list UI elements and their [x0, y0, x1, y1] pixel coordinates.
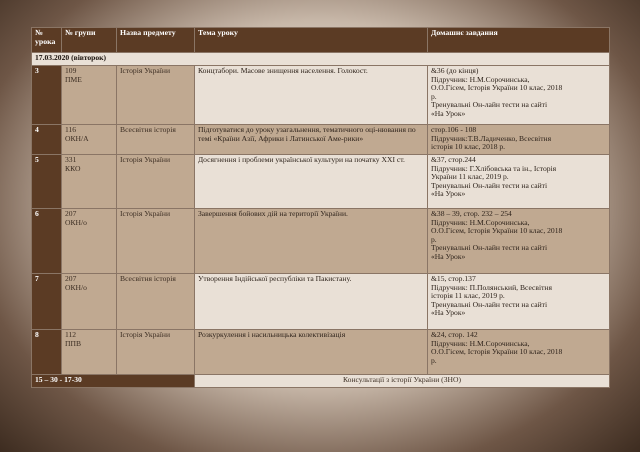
homework-line: &37, стор.244 [431, 155, 476, 164]
lesson-topic: Підготуватися до уроку узагальнення, тематичного оці-нювання по темі «Країни Азії, Африки і Латинської Аме-рики» [195, 125, 428, 155]
lesson-number: 6 [32, 209, 62, 274]
homework-line: &38 – 39, стор. 232 – 254 [431, 209, 512, 218]
homework-line: &15, стор.137 [431, 274, 476, 283]
group-number [62, 330, 117, 375]
homework-line: О.О.Гісем, Історія України 10 клас, 2018 [431, 347, 563, 357]
lesson-row [32, 274, 610, 330]
homework [428, 66, 610, 125]
group-number [62, 125, 117, 155]
group-line: ОКН/о [65, 282, 87, 292]
homework-line: Підручник: Н.М.Сорочинська, [431, 74, 530, 84]
header-group-number: № групи [62, 28, 117, 53]
homework-line: «На Урок» [431, 189, 466, 199]
group-line: ККО [65, 163, 81, 173]
homework-line: Підручник: Г.Хлібовська та ін., Історія [431, 163, 557, 173]
group-line: 109 [65, 66, 77, 75]
header-row [32, 28, 610, 53]
group-line: ОКН/о [65, 217, 87, 227]
homework-line: Підручник:Т.В.Ладиченко, Всесвітня [431, 133, 552, 143]
homework-line: Тренувальні Он-лайн тести на сайті [431, 299, 548, 309]
lesson-row [32, 155, 610, 209]
homework-line: р. [431, 355, 437, 365]
homework [428, 155, 610, 209]
group-number [62, 155, 117, 209]
subject-name: Всесвітня історія [117, 274, 195, 330]
homework-line: р. [431, 234, 437, 244]
homework-line: О.О.Гісем, Історія України 10 клас, 2018 [431, 226, 563, 236]
homework-line: Тренувальні Он-лайн тести на сайті [431, 100, 548, 110]
schedule-table [31, 27, 610, 388]
homework-line: Підручник: П.Полянський, Всесвітня [431, 282, 552, 292]
homework [428, 125, 610, 155]
schedule-sheet [31, 27, 609, 388]
header-subject: Назва предмету [117, 28, 195, 53]
lesson-number: 3 [32, 66, 62, 125]
group-number [62, 274, 117, 330]
lesson-topic: Досягнення і проблеми української культури на початку XXI ст. [195, 155, 428, 209]
homework-line: Підручник: Н.М.Сорочинська, [431, 338, 530, 348]
homework-line: «На Урок» [431, 308, 466, 318]
lesson-number: 7 [32, 274, 62, 330]
homework-line: Підручник: Н.М.Сорочинська, [431, 217, 530, 227]
homework-line: «На Урок» [431, 108, 466, 118]
footer-row [32, 375, 610, 388]
group-line: ППВ [65, 338, 82, 348]
group-line: 207 [65, 274, 77, 283]
group-line: ОКН/А [65, 133, 89, 143]
date-row [32, 53, 610, 66]
homework-line: &36 (до кінця) [431, 66, 479, 75]
group-line: 112 [65, 330, 77, 339]
subject-name: Всесвітня історія [117, 125, 195, 155]
lesson-row [32, 66, 610, 125]
subject-name: Історія України [117, 330, 195, 375]
homework-line: стор.106 - 108 [431, 125, 477, 134]
lesson-number: 8 [32, 330, 62, 375]
group-number [62, 209, 117, 274]
homework-line: історія 10 клас, 2018 р. [431, 142, 506, 152]
homework [428, 274, 610, 330]
lesson-number: 4 [32, 125, 62, 155]
group-line: 116 [65, 125, 77, 134]
subject-name: Історія України [117, 66, 195, 125]
homework-line: історія 11 клас, 2019 р. [431, 291, 505, 301]
footer-time: 15 – 30 - 17-30 [32, 375, 195, 388]
lesson-topic: Концтабори. Масове знищення населення. Голокост. [195, 66, 428, 125]
homework-line: р. [431, 91, 437, 101]
lesson-row [32, 209, 610, 274]
homework-line: України 11 клас, 2019 р. [431, 172, 509, 182]
lesson-number: 5 [32, 155, 62, 209]
group-line: ПМЕ [65, 74, 82, 84]
lesson-topic: Утворення Індійської республіки та Пакистану. [195, 274, 428, 330]
homework-line: &24, стор. 142 [431, 330, 478, 339]
subject-name: Історія України [117, 155, 195, 209]
group-line: 331 [65, 155, 77, 164]
homework [428, 209, 610, 274]
homework-line: Тренувальні Он-лайн тести на сайті [431, 180, 548, 190]
homework-line: О.О.Гісем, Історія України 10 клас, 2018 [431, 83, 563, 93]
lesson-topic: Завершення бойових дій на території України. [195, 209, 428, 274]
lesson-topic: Розкуркулення і насильницька колективізація [195, 330, 428, 375]
group-line: 207 [65, 209, 77, 218]
date-cell: 17.03.2020 (вівторок) [32, 53, 610, 66]
group-number [62, 66, 117, 125]
lesson-row [32, 125, 610, 155]
header-homework: Домашнє завдання [428, 28, 610, 53]
homework [428, 330, 610, 375]
homework-line: «На Урок» [431, 251, 466, 261]
header-topic: Тема уроку [195, 28, 428, 53]
homework-line: Тренувальні Он-лайн тести на сайті [431, 243, 548, 253]
subject-name: Історія України [117, 209, 195, 274]
lesson-row [32, 330, 610, 375]
footer-consultation: Консультації з історії України (ЗНО) [195, 375, 610, 388]
header-lesson-number: № урока [32, 28, 62, 53]
